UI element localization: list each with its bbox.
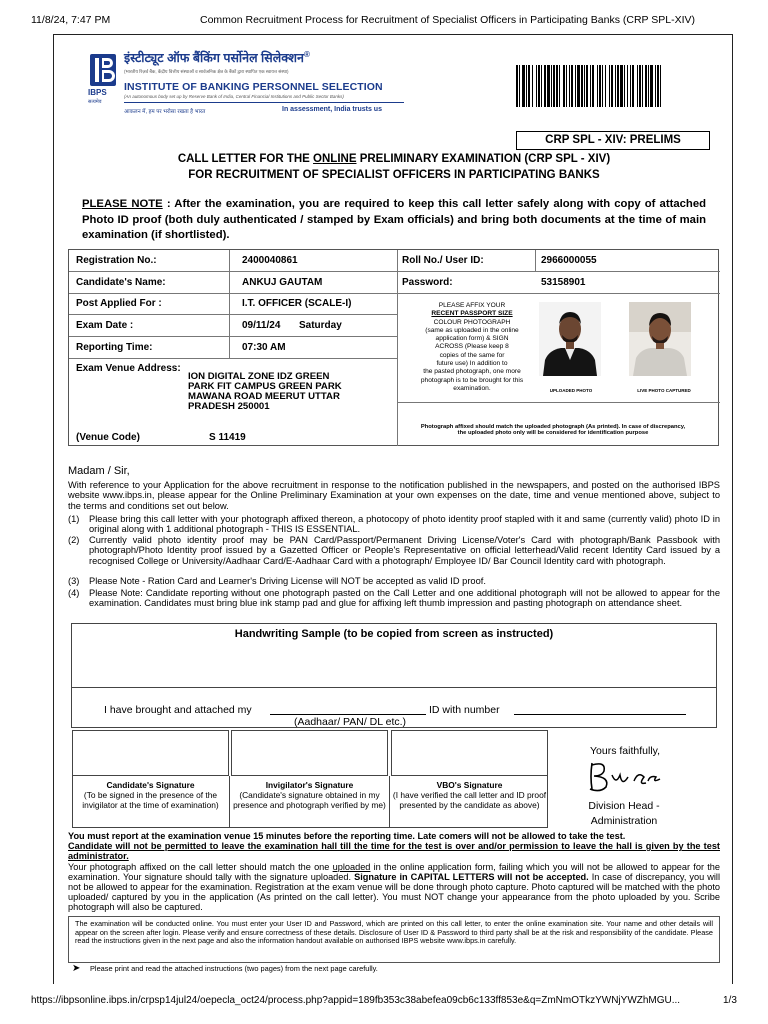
password-value: 53158901 <box>541 277 586 288</box>
photo-match-note: Photograph affixed should match the uploaded photograph (As printed). In case of discrepancy, the uploaded photo only will be considered for identification purpose <box>420 424 686 437</box>
affix-photo-instructions: PLEASE AFFIX YOUR RECENT PASSPORT SIZE COLOUR PHOTOGRAPH (same as uploaded in the online application form) & SIGN ACROSS (Please keep 8 copies of the same for future use) In addition to the pasted photograph, one more photograph is to be brought for this examination. <box>420 302 524 392</box>
page-url: https://ibpsonline.ibps.in/crpsp14jul24/oepecla_oct24/process.php?appid=189fb353c38abefea09cb6c133ff853e&q=ZmNmOTkzYWNjYWZhMGU... <box>31 995 681 1006</box>
id-type-blank[interactable] <box>270 714 426 715</box>
motto-hindi: आकलन में, हम पर भरोसा रखता है भारत <box>124 109 206 115</box>
reporting-label: Reporting Time: <box>76 342 153 353</box>
post-value: I.T. OFFICER (SCALE-I) <box>242 298 352 309</box>
exam-date-label: Exam Date : <box>76 320 134 331</box>
id-line-mid: ID with number <box>429 704 500 716</box>
vbo-signature-box[interactable] <box>391 730 548 776</box>
print-instructions-note: ➤ Please print and read the attached instructions (two pages) from the next page carefully. <box>72 963 378 974</box>
motto-english: In assessment, India trusts us <box>282 106 382 113</box>
handwriting-sample-box <box>71 623 717 728</box>
candidate-signature-label: Candidate's Signature (To be signed in the presence of the invigilator at the time of examination) <box>82 780 219 810</box>
candidate-signature-box[interactable] <box>72 730 229 776</box>
name-value: ANKUJ GAUTAM <box>242 277 323 288</box>
id-number-blank[interactable] <box>514 714 686 715</box>
please-note: PLEASE NOTE : After the examination, you are required to keep this call letter safely along with copy of attached Photo ID proof (both duly authenticated / stamped by Exam officials) and bring both documents at the time of main examination (if shortlisted). <box>82 198 706 241</box>
exam-date-value: 09/11/24 <box>242 320 281 331</box>
barcode <box>516 65 709 107</box>
barcode-bar <box>661 65 663 107</box>
password-label: Password: <box>402 277 453 288</box>
exam-name-box: CRP SPL - XIV: PRELIMS <box>516 131 710 150</box>
call-letter-sheet <box>53 34 733 984</box>
point-1: (1) Please bring this call letter with your photograph affixed thereon, a photocopy of photo identity proof stapled with it and same (currently valid) photo ID in original along with 1 additional photograph - THIS IS ESSENTIAL. <box>68 514 720 535</box>
invigilator-signature-box[interactable] <box>231 730 388 776</box>
yours-faithfully: Yours faithfully, <box>590 745 661 757</box>
org-subtitle-hindi: (भारतीय रिज़र्व बैंक, केंद्रीय वित्तीय संस्थाओं व सार्वजनिक क्षेत्र के बैंकों द्वारा स्थापित एक स्वायत्त संस्था) <box>124 69 289 74</box>
registration-label: Registration No.: <box>76 255 157 266</box>
venue-code-label: (Venue Code) <box>76 432 140 443</box>
venue-code-value: S 11419 <box>209 432 246 443</box>
venue-address: ION DIGITAL ZONE IDZ GREEN PARK FIT CAMPUS GREEN PARK MAWANA ROAD MEERUT UTTAR PRADESH 250001 <box>188 371 342 412</box>
ibps-logo-block <box>88 49 388 129</box>
org-name-english: INSTITUTE OF BANKING PERSONNEL SELECTION <box>124 81 383 93</box>
point-3: (3) Please Note - Ration Card and Learner's Driving License will NOT be accepted as valid ID proof. <box>68 576 486 586</box>
venue-label: Exam Venue Address: <box>76 363 181 374</box>
greeting: Madam / Sir, <box>68 465 130 477</box>
live-photo <box>629 302 691 376</box>
org-subtitle-english: (An autonomous body set up by Reserve Bank of India, Central Financial Institutions and Public Sector Banks) <box>124 94 344 99</box>
id-type-hint: (Aadhaar/ PAN/ DL etc.) <box>294 716 407 728</box>
vbo-signature-label: VBO's Signature (I have verified the call letter and ID proof presented by the candidate as above) <box>392 780 547 810</box>
call-letter-title: CALL LETTER FOR THE ONLINE PRELIMINARY EXAMINATION (CRP SPL - XIV) <box>177 153 611 165</box>
page-number: 1/3 <box>723 995 737 1006</box>
reporting-instructions: You must report at the examination venue 15 minutes before the reporting time. Late comers will not be allowed to take the test. Candidate will not be permitted to leave the examination hall till the time for the test is over and/or permission to leave the hall is given by the test administrator. Your photograph affixed on the call letter should match the one uploaded in the online application form, failing which you will not be allowed to appear for the examination. Your signature should tally with the signature uploaded. Signature in CAPITAL LETTERS will not be accepted. In case of discrepancy, you will not be allowed to appear for the examination. Registration at the exam venue will be done through photo capture. Photo captured will be matched with the photo uploaded/ captured by you in the application (As printed on the call letter). You must NOT change your appearance from the photo uploaded by you. Scribe photograph will also be captured. <box>68 831 720 913</box>
division-head-signature <box>584 757 684 795</box>
online-exam-notice: The examination will be conducted online. You must enter your User ID and Password, which are printed on this call letter, to enter the online examination site. Your name and other details will appear on the screen after login. Please verify and ensure correctness of these details. Disclosure of User ID & Password to third party shall be at the risk and responsibility of the candidate. Please read the instructions given in the next page and also the information handout available on authorised IBPS website www.ibps.in carefully. <box>68 916 720 963</box>
division-head-designation: Division Head - Administration <box>588 800 660 827</box>
point-2: (2) Currently valid photo identity proof may be PAN Card/Passport/Permanent Driving License/Voter's Card with photograph/Bank Passbook with photograph/Photo Identity proof issued by a Gazetted Officer or People's Representative on official letterhead/Valid recent Identity Card issued by a recognised College or University/Aadhaar Card/E-Aadhaar Card with a photograph/ Employee ID/ Bar Council Identity card with photograph. <box>68 535 720 566</box>
live-photo-caption: LIVE PHOTO CAPTURED <box>637 388 691 393</box>
logo-text: IBPS <box>88 88 107 97</box>
logo-hindi-text: सत्यमेव <box>88 99 102 105</box>
point-4: (4) Please Note: Candidate reporting without one photograph pasted on the Call Letter and one additional photograph will not be allowed to appear for the examination. Candidates must bring blue ink stamp pad and glue for affixing left thumb impression and pasting photograph on attendance sheet. <box>68 588 720 609</box>
roll-value: 2966000055 <box>541 255 597 266</box>
uploaded-photo <box>539 302 601 376</box>
invigilator-signature-label: Invigilator's Signature (Candidate's signature obtained in my presence and photograph verified by me) <box>233 780 386 810</box>
roll-label: Roll No./ User ID: <box>402 255 484 266</box>
reporting-value: 07:30 AM <box>242 342 286 353</box>
print-title: Common Recruitment Process for Recruitment of Specialist Officers in Participating Banks (CRP SPL-XIV) <box>200 14 696 26</box>
registration-value: 2400040861 <box>242 255 298 266</box>
handwriting-title: Handwriting Sample (to be copied from screen as instructed) <box>234 628 554 640</box>
arrow-icon: ➤ <box>72 963 81 974</box>
intro-paragraph: With reference to your Application for the above recruitment in response to the notification published in the newspapers, and posted on the authorised IBPS website www.ibps.in, please appear for the Online Preliminary Examination at your own expenses on the date, time and venue mentioned above, subject to the terms and conditions set out below. <box>68 480 720 511</box>
call-letter-subtitle: FOR RECRUITMENT OF SPECIALIST OFFICERS IN PARTICIPATING BANKS <box>188 169 600 181</box>
id-line-prefix: I have brought and attached my <box>104 704 252 716</box>
candidate-details-table <box>68 249 719 446</box>
org-name-hindi: इंस्टीट्यूट ऑफ बैंकिंग पर्सोनेल सिलेक्शन® <box>124 49 310 65</box>
name-label: Candidate's Name: <box>76 277 166 288</box>
exam-day-value: Saturday <box>299 320 342 331</box>
uploaded-photo-caption: UPLOADED PHOTO <box>549 388 593 393</box>
ibps-logo-icon <box>88 53 118 113</box>
print-datetime: 11/8/24, 7:47 PM <box>31 14 111 26</box>
post-label: Post Applied For : <box>76 298 162 309</box>
org-divider <box>124 102 404 103</box>
